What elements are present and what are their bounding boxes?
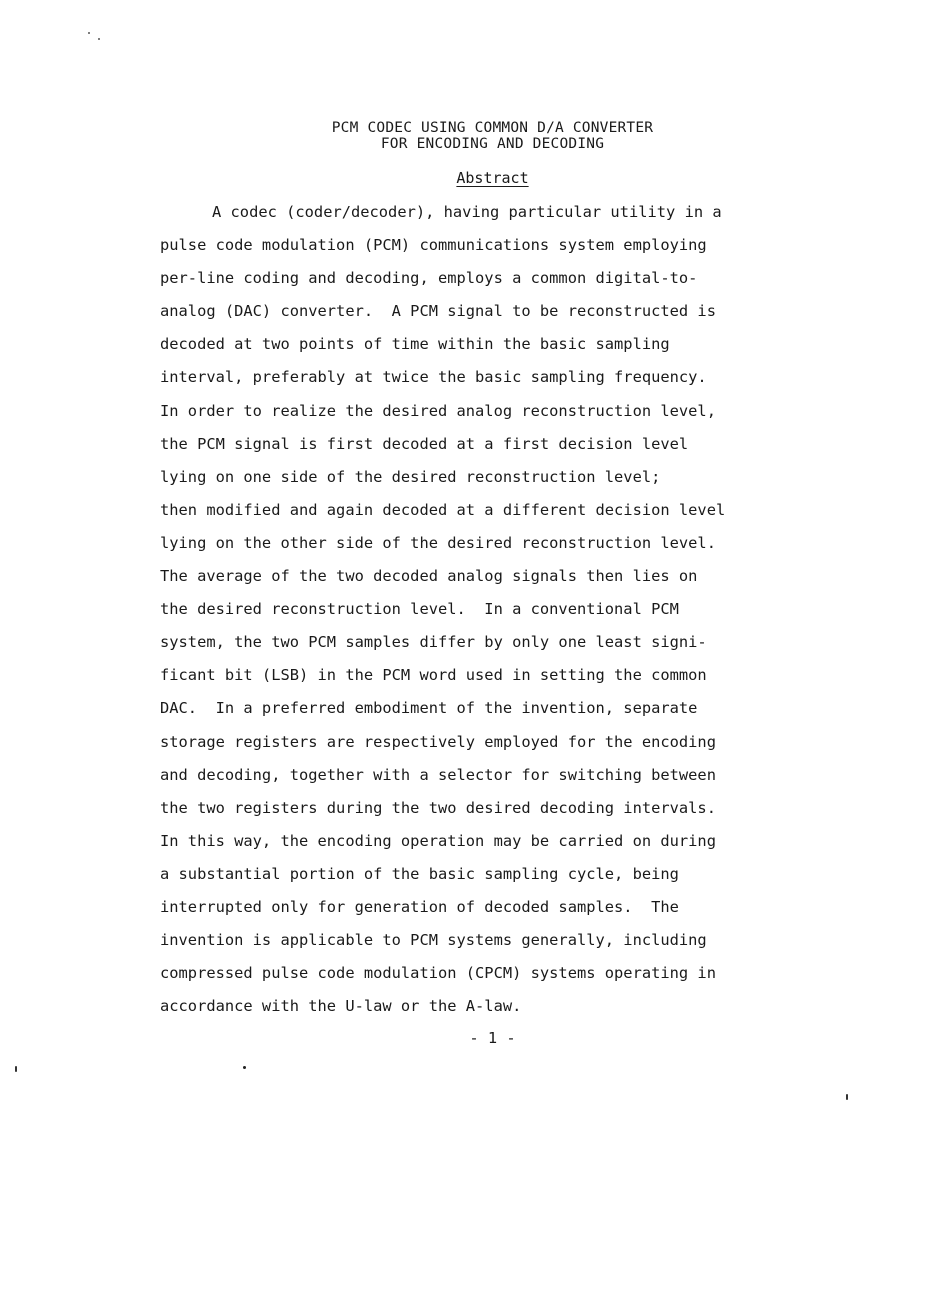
abstract-line: analog (DAC) converter. A PCM signal to be reconstructed is xyxy=(160,302,716,321)
abstract-line: pulse code modulation (PCM) communications system employing xyxy=(160,236,707,255)
abstract-line: lying on the other side of the desired reconstruction level. xyxy=(160,533,716,552)
abstract-line: accordance with the U-law or the A-law. xyxy=(160,997,522,1016)
abstract-line: invention is applicable to PCM systems generally, including xyxy=(160,931,707,950)
abstract-line: then modified and again decoded at a different decision level xyxy=(160,500,726,519)
scan-speck xyxy=(15,1066,17,1072)
abstract-line: the desired reconstruction level. In a conventional PCM xyxy=(160,600,679,619)
abstract-line: compressed pulse code modulation (CPCM) systems operating in xyxy=(160,964,716,983)
abstract-line: lying on one side of the desired reconstruction level; xyxy=(160,467,661,486)
abstract-line: storage registers are respectively employed for the encoding xyxy=(160,732,716,751)
abstract-line: DAC. In a preferred embodiment of the invention, separate xyxy=(160,699,698,718)
abstract-line: decoded at two points of time within the basic sampling xyxy=(160,335,670,354)
abstract-line: interrupted only for generation of decoded samples. The xyxy=(160,897,679,916)
abstract-line: In order to realize the desired analog reconstruction level, xyxy=(160,401,716,420)
abstract-line: system, the two PCM samples differ by only one least signi- xyxy=(160,633,707,652)
title-line-2: FOR ENCODING AND DECODING xyxy=(380,136,605,152)
page-number: - 1 - xyxy=(469,1029,516,1047)
abstract-line: the two registers during the two desired decoding intervals. xyxy=(160,798,716,817)
document-title xyxy=(0,120,925,152)
abstract-line: A codec (coder/decoder), having particular utility in a xyxy=(212,203,722,221)
abstract-line: interval, preferably at twice the basic sampling frequency. xyxy=(160,368,707,387)
abstract-line: a substantial portion of the basic sampling cycle, being xyxy=(160,864,679,883)
title-line-1: PCM CODEC USING COMMON D/A CONVERTER xyxy=(331,120,654,136)
abstract-line: The average of the two decoded analog signals then lies on xyxy=(160,567,698,586)
abstract-line: and decoding, together with a selector for switching between xyxy=(160,765,716,784)
abstract-line: per-line coding and decoding, employs a common digital-to- xyxy=(160,269,698,288)
scan-speck xyxy=(243,1066,246,1069)
abstract-body xyxy=(160,196,860,1023)
scan-speck xyxy=(846,1094,848,1100)
abstract-heading xyxy=(0,169,925,187)
scan-speck xyxy=(88,32,90,34)
abstract-line: In this way, the encoding operation may be carried on during xyxy=(160,831,716,850)
abstract-line: ficant bit (LSB) in the PCM word used in setting the common xyxy=(160,666,707,685)
abstract-heading-text: Abstract xyxy=(456,169,529,187)
scan-speck xyxy=(98,38,100,40)
abstract-line: the PCM signal is first decoded at a first decision level xyxy=(160,434,689,453)
